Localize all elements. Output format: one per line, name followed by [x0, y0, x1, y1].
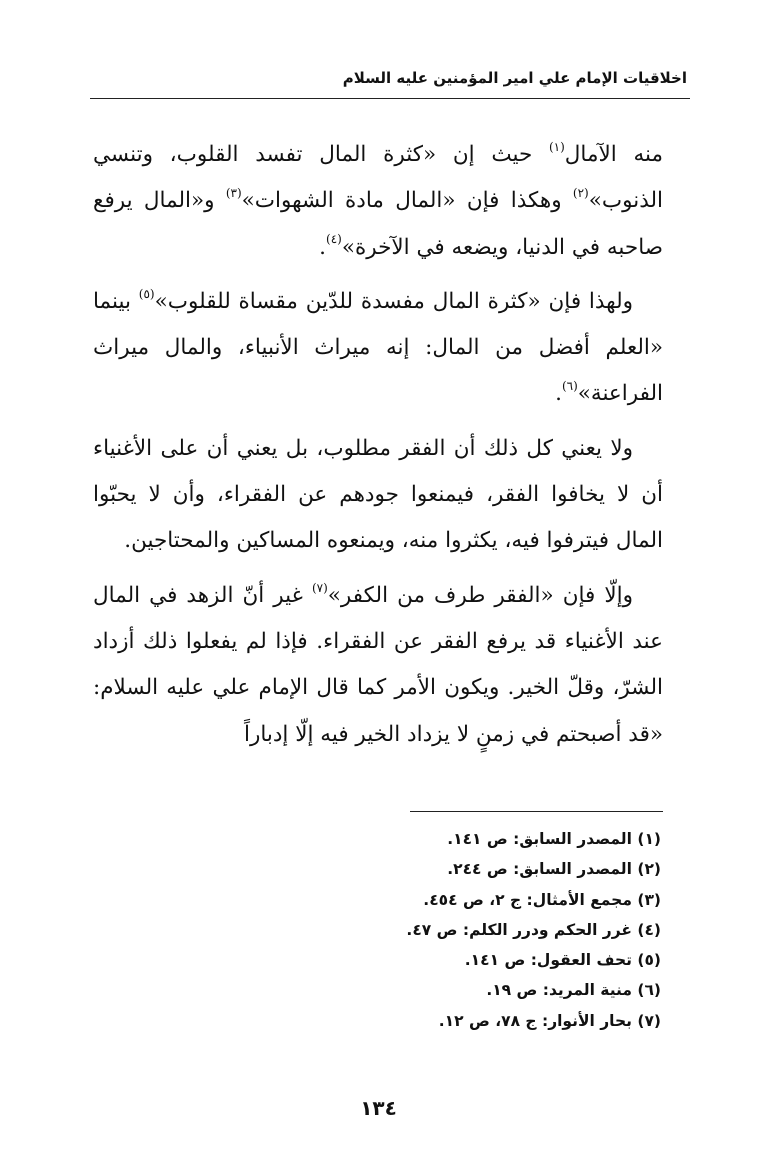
main-text — [93, 132, 663, 766]
text-run: حيث إن «كثرة المال تفسد القلوب، وتنسي الذنوب» — [93, 142, 663, 214]
running-header: اخلاقيات الإمام علي امير المؤمنين عليه السلام — [342, 69, 687, 87]
text-run: . — [319, 234, 326, 260]
footnote-ref: (٥) — [138, 286, 155, 301]
text-run: غير أنّ الزهد في المال عند الأغنياء قد يرفع الفقر عن الفقراء. فإذا لم يفعلوا ذلك أزداد الشرّ، وقلّ الخير. ويكون الأمر كما قال الإمام علي عليه السلام: «قد أصبحتم في زمنٍ لا يزداد الخير فيه إلّا إدباراً — [93, 582, 663, 747]
header-rule — [90, 98, 690, 99]
footnote-item: (٢) المصدر السابق: ص ٢٤٤. — [447, 860, 661, 879]
footnote-ref: (٢) — [572, 186, 589, 201]
footnote-ref: (٦) — [561, 379, 578, 394]
text-run: ولهذا فإن «كثرة المال مفسدة للدّين مقساة للقلوب» — [154, 288, 633, 314]
text-run: و«المال يرفع صاحبه في الدنيا، ويضعه في الآخرة» — [93, 188, 663, 260]
text-run: ولا يعني كل ذلك أن الفقر مطلوب، بل يعني أن على الأغنياء أن لا يخافوا الفقر، فيمنعوا جودهم عن الفقراء، وأن لا يحبّوا المال فيترفوا فيه، يكثروا منه، ويمنعوه المساكين والمحتاجين. — [93, 435, 663, 554]
footnote-ref: (١) — [548, 139, 565, 154]
text-run: وإلّا فإن «الفقر طرف من الكفر» — [327, 582, 633, 608]
footnotes-list — [241, 824, 661, 1036]
footnote-item: (١) المصدر السابق: ص ١٤١. — [447, 830, 661, 848]
footnote-item: (٦) منية المريد: ص ١٩. — [486, 981, 661, 1000]
footnote-item: (٧) بحار الأنوار: ج ٧٨، ص ١٢. — [438, 1011, 661, 1030]
footnote-ref: (٣) — [225, 186, 242, 201]
text-run: بينما «العلم أفضل من المال: إنه ميراث الأنبياء، والمال ميراث الفراعنة» — [93, 288, 663, 407]
text-run: منه الآمال — [564, 142, 663, 167]
paragraph-4 — [93, 573, 663, 758]
paragraph-1 — [93, 132, 663, 271]
paragraph-3 — [93, 426, 663, 565]
footnote-ref: (٧) — [311, 580, 328, 595]
text-run: وهكذا فإن «المال مادة الشهوات» — [241, 188, 573, 214]
page-number: ١٣٤ — [360, 1096, 397, 1120]
paragraph-2 — [93, 279, 663, 418]
footnote-item: (٤) غرر الحكم ودرر الكلم: ص ٤٧. — [406, 920, 661, 939]
text-run: . — [555, 381, 562, 407]
footnote-item: (٥) تحف العقول: ص ١٤١. — [464, 951, 661, 970]
footnote-rule — [410, 811, 663, 812]
footnote-ref: (٤) — [326, 232, 342, 247]
footnote-item: (٣) مجمع الأمثال: ج ٢، ص ٤٥٤. — [423, 890, 661, 909]
